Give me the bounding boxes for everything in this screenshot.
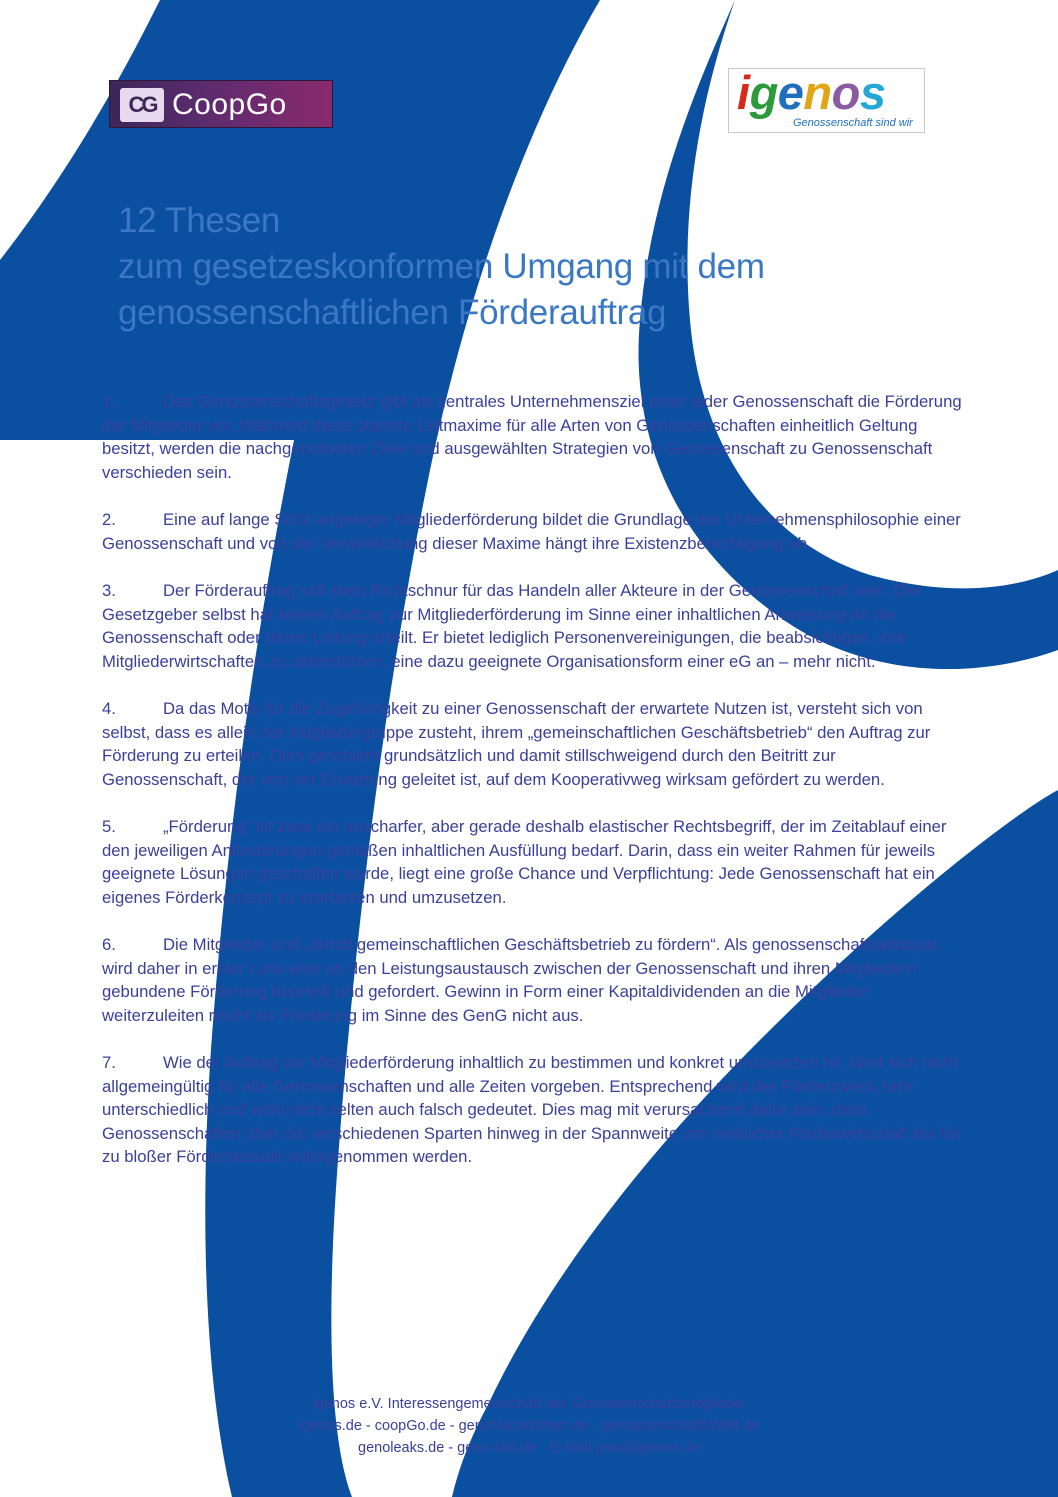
thesis-item [102, 579, 962, 673]
thesis-item [102, 1051, 962, 1169]
igenos-letter: o [831, 66, 860, 119]
thesis-text: Die Mitglieder sind „durch gemeinschaftlichen Geschäftsbetrieb zu fördern“. Als genossenschaftsadäquat wird daher in erster Linie eine an den Leistungsaustausch zwischen der Genossenschaft und ihren Mitgliedern gebundene Förderung beurteilt und gefordert. Gewinn in Form einer Kapitaldividenden an die Mitglieder weiterzuleiten reicht als Förderung im Sinne des GenG nicht aus. [102, 935, 938, 1025]
thesis-number: 5. [102, 817, 116, 836]
thesis-item [102, 697, 962, 791]
thesis-text: Wie der Auftrag zur Mitgliederförderung inhaltlich zu bestimmen und konkret umzusetzen ist, lässt sich nicht allgemeingültig für alle Genossenschaften und alle Zeiten vorgeben. Entsprechend wird der Förderzweck sehr unterschiedlich und wohl nicht selten auch falsch gedeutet. Dies mag mit verursachend dafür sein, dass Genossenschaften über die verschiedenen Sparten hinweg in der Spannweite von wirklicher Förderwirtschaft bis hin zu bloßer Förderfassade wahrgenommen werden. [102, 1053, 961, 1166]
thesis-number: 4. [102, 699, 116, 718]
coopgo-logo[interactable] [109, 80, 333, 128]
thesis-item [102, 815, 962, 909]
igenos-logo[interactable] [728, 68, 925, 133]
thesis-number: 2. [102, 510, 116, 529]
footer-contact[interactable]: genoleaks.de - geno-bild.de - E-Mail post@igenos.de [358, 1440, 700, 1456]
thesis-text: „Förderung“ ist zwar ein unscharfer, aber gerade deshalb elastischer Rechtsbegriff, der im Zeitablauf einer den jeweiligen Anforderungen gemäßen inhaltlichen Ausfüllung bedarf. Darin, dass ein weiter Rahmen für jeweils geeignete Lösungen geschaffen wurde, liegt eine große Chance und Verpflichtung: Jede Genossenschaft hat ein eigenes Förderkonzept zu erarbeiten und umzusetzen. [102, 817, 947, 907]
thesis-text: Da das Motiv für die Zugehörigkeit zu einer Genossenschaft der erwartete Nutzen ist, versteht sich von selbst, dass es allein der Mitgliedergruppe zusteht, ihrem „gemeinschaftlichen Geschäftsbetrieb“ den Auftrag zur Förderung zu erteilen. Dies geschieht grundsätzlich und damit stillschweigend durch den Beitritt zur Genossenschaft, der von der Erwartung geleitet ist, auf dem Kooperativweg wirksam gefördert zu werden. [102, 699, 931, 789]
thesis-item [102, 508, 962, 555]
igenos-letter: g [749, 66, 778, 119]
thesis-text: Eine auf lange Sicht angelegte Mitgliederförderung bildet die Grundlage der Unternehmensphilosophie einer Genossenschaft und von der Verwirklichung dieser Maxime hängt ihre Existenzberechtigung ab. [102, 510, 961, 553]
igenos-tagline: Genossenschaft sind wir [793, 117, 913, 129]
thesis-item [102, 933, 962, 1027]
thesis-text: Das Genossenschaftsgesetz gibt als zentrales Unternehmensziel einer jeder Genossenschaft die Förderung der Mitglieder vor. Während diese oberste Leitmaxime für alle Arten von Genossenschaften einheitlich Geltung besitzt, werden die nachgeordneten Ziele und ausgewählten Strategien von Genossenschaft zu Genossenschaft verschieden sein. [102, 392, 962, 482]
thesis-number: 7. [102, 1053, 116, 1072]
thesis-text: Der Förderauftrag soll stets Richtschnur für das Handeln aller Akteure in der Genossenschaft sein. Der Gesetzgeber selbst hat keinen Auftrag zur Mitgliederförderung im Sinne einer inhaltlichen Anweisung an die Genossenschaft oder deren Leitung erteilt. Er bietet lediglich Personenvereinigungen, die beabsichtigen, ihre Mitgliederwirtschaften zu unterstützen, eine dazu geeignete Organisationsform einer eG an – mehr nicht. [102, 581, 921, 671]
coopgo-mark-icon: CG [120, 88, 164, 122]
coopgo-logo-text: CoopGo [172, 88, 287, 121]
title-line: 12 Thesen [118, 201, 281, 240]
title-line: zum gesetzeskonformen Umgang mit dem [118, 247, 765, 286]
thesis-number: 6. [102, 935, 116, 954]
igenos-letter: s [859, 66, 886, 119]
page-footer [0, 1393, 1058, 1459]
thesis-number: 1. [102, 392, 116, 411]
footer-websites[interactable]: igenos.de - coopGo.de - genoNachrichten.de - genossenschaftsWelt.de [299, 1418, 759, 1434]
page-title [118, 198, 1018, 336]
igenos-letter: n [803, 66, 832, 119]
footer-organization: igenos e.V. Interessengemeinschaft der Genossenschaftsmitglieder [312, 1396, 746, 1412]
title-line: genossenschaftlichen Förderauftrag [118, 293, 667, 332]
thesis-item [102, 390, 962, 484]
igenos-letter: e [777, 66, 804, 119]
theses-list [102, 390, 962, 1193]
igenos-logo-word [737, 65, 886, 121]
thesis-number: 3. [102, 581, 116, 600]
igenos-letter: i [737, 66, 750, 119]
